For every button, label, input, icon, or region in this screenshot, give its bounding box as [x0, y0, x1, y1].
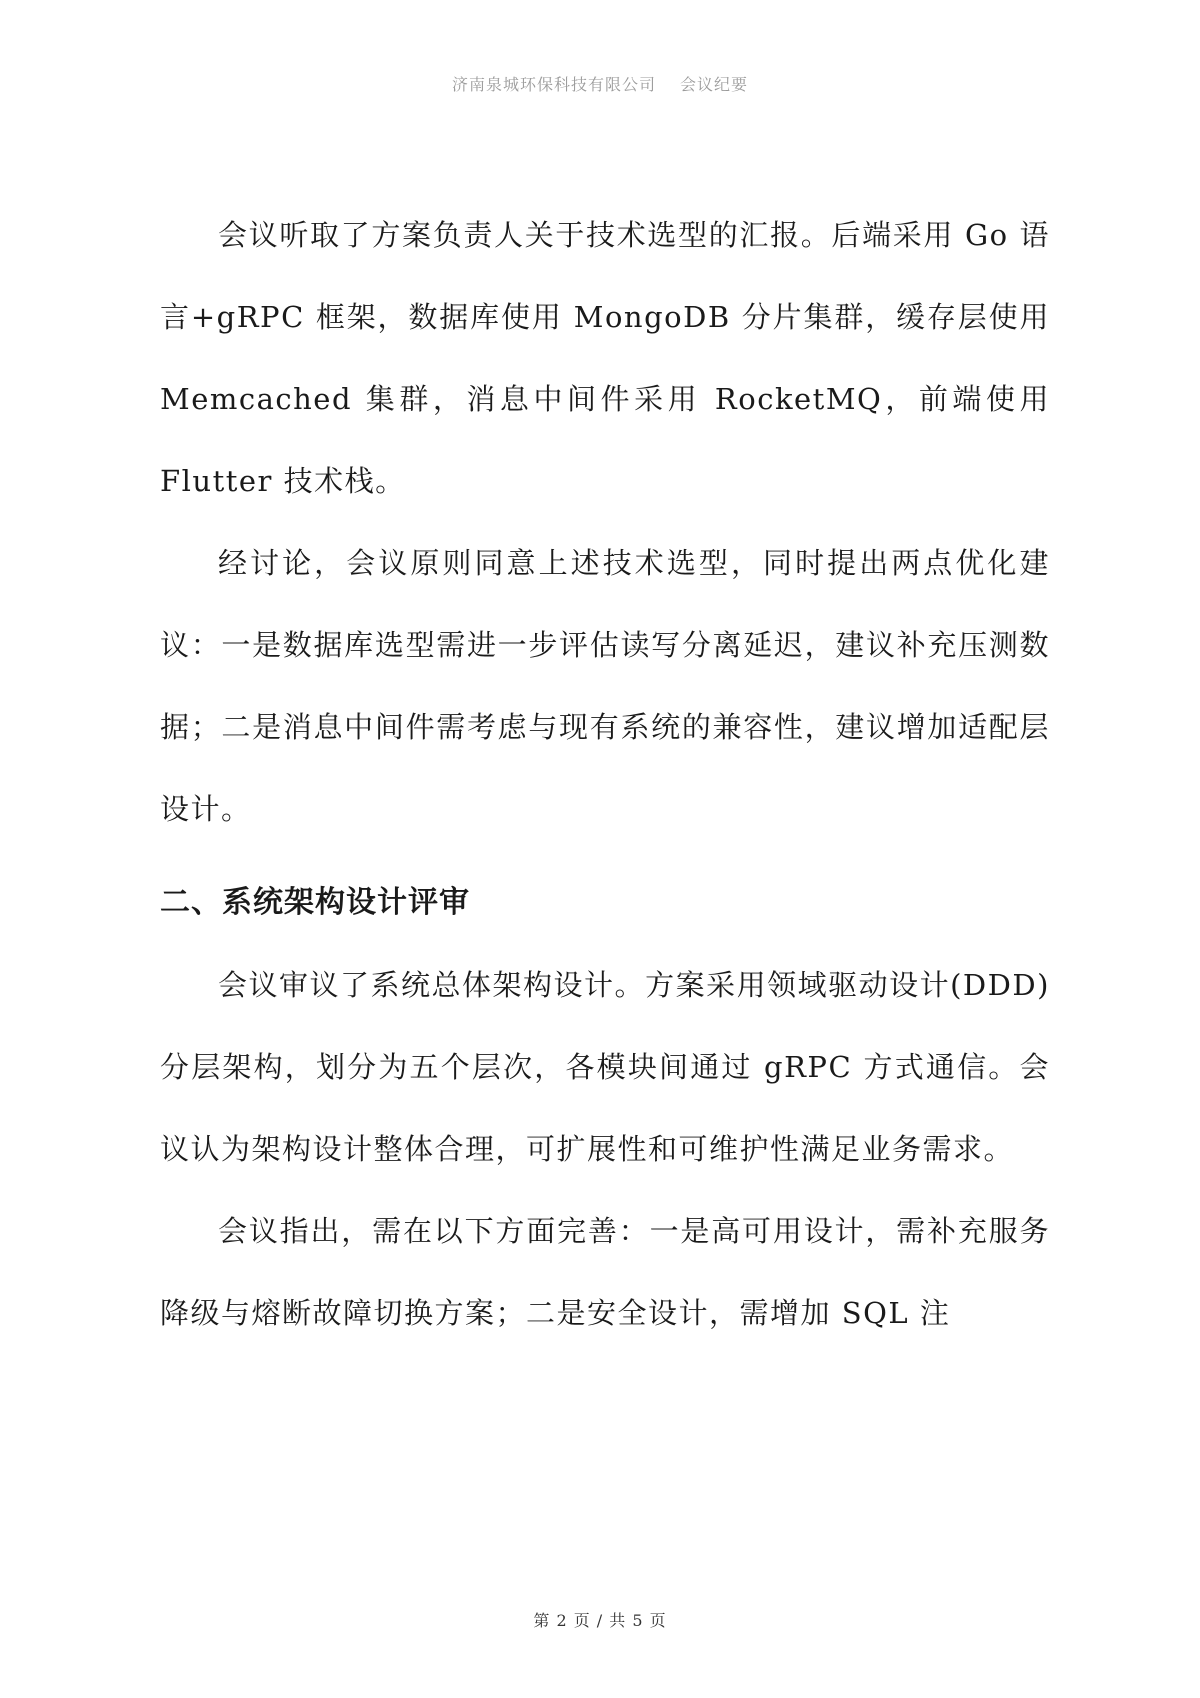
page-number: 第 2 页 / 共 5 页 — [533, 1611, 667, 1630]
paragraph-tech-suggestions: 经讨论，会议原则同意上述技术选型，同时提出两点优化建议：一是数据库选型需进一步评估读写分离延迟，建议补充压测数据；二是消息中间件需考虑与现有系统的兼容性，建议增加适配层设计。 — [160, 546, 1050, 826]
paragraph-tech-selection: 会议听取了方案负责人关于技术选型的汇报。后端采用 Go 语言+gRPC 框架，数据库使用 MongoDB 分片集群，缓存层使用 Memcached 集群，消息中间件采用 RocketMQ，前端使用 Flutter 技术栈。 — [160, 218, 1050, 498]
header-company: 济南泉城环保科技有限公司 — [451, 75, 656, 94]
header-doc-type: 会议纪要 — [680, 75, 749, 94]
page-header — [0, 72, 1200, 95]
section-heading-architecture: 二、系统架构设计评审 — [160, 885, 470, 920]
page-footer — [0, 1608, 1200, 1631]
paragraph-architecture-improvements: 会议指出，需在以下方面完善：一是高可用设计，需补充服务降级与熔断故障切换方案；二是安全设计，需增加 SQL 注 — [160, 1214, 1050, 1330]
paragraph-architecture-review: 会议审议了系统总体架构设计。方案采用领域驱动设计(DDD)分层架构，划分为五个层次，各模块间通过 gRPC 方式通信。会议认为架构设计整体合理，可扩展性和可维护性满足业务需求。 — [160, 968, 1050, 1166]
document-body — [160, 194, 1050, 1354]
